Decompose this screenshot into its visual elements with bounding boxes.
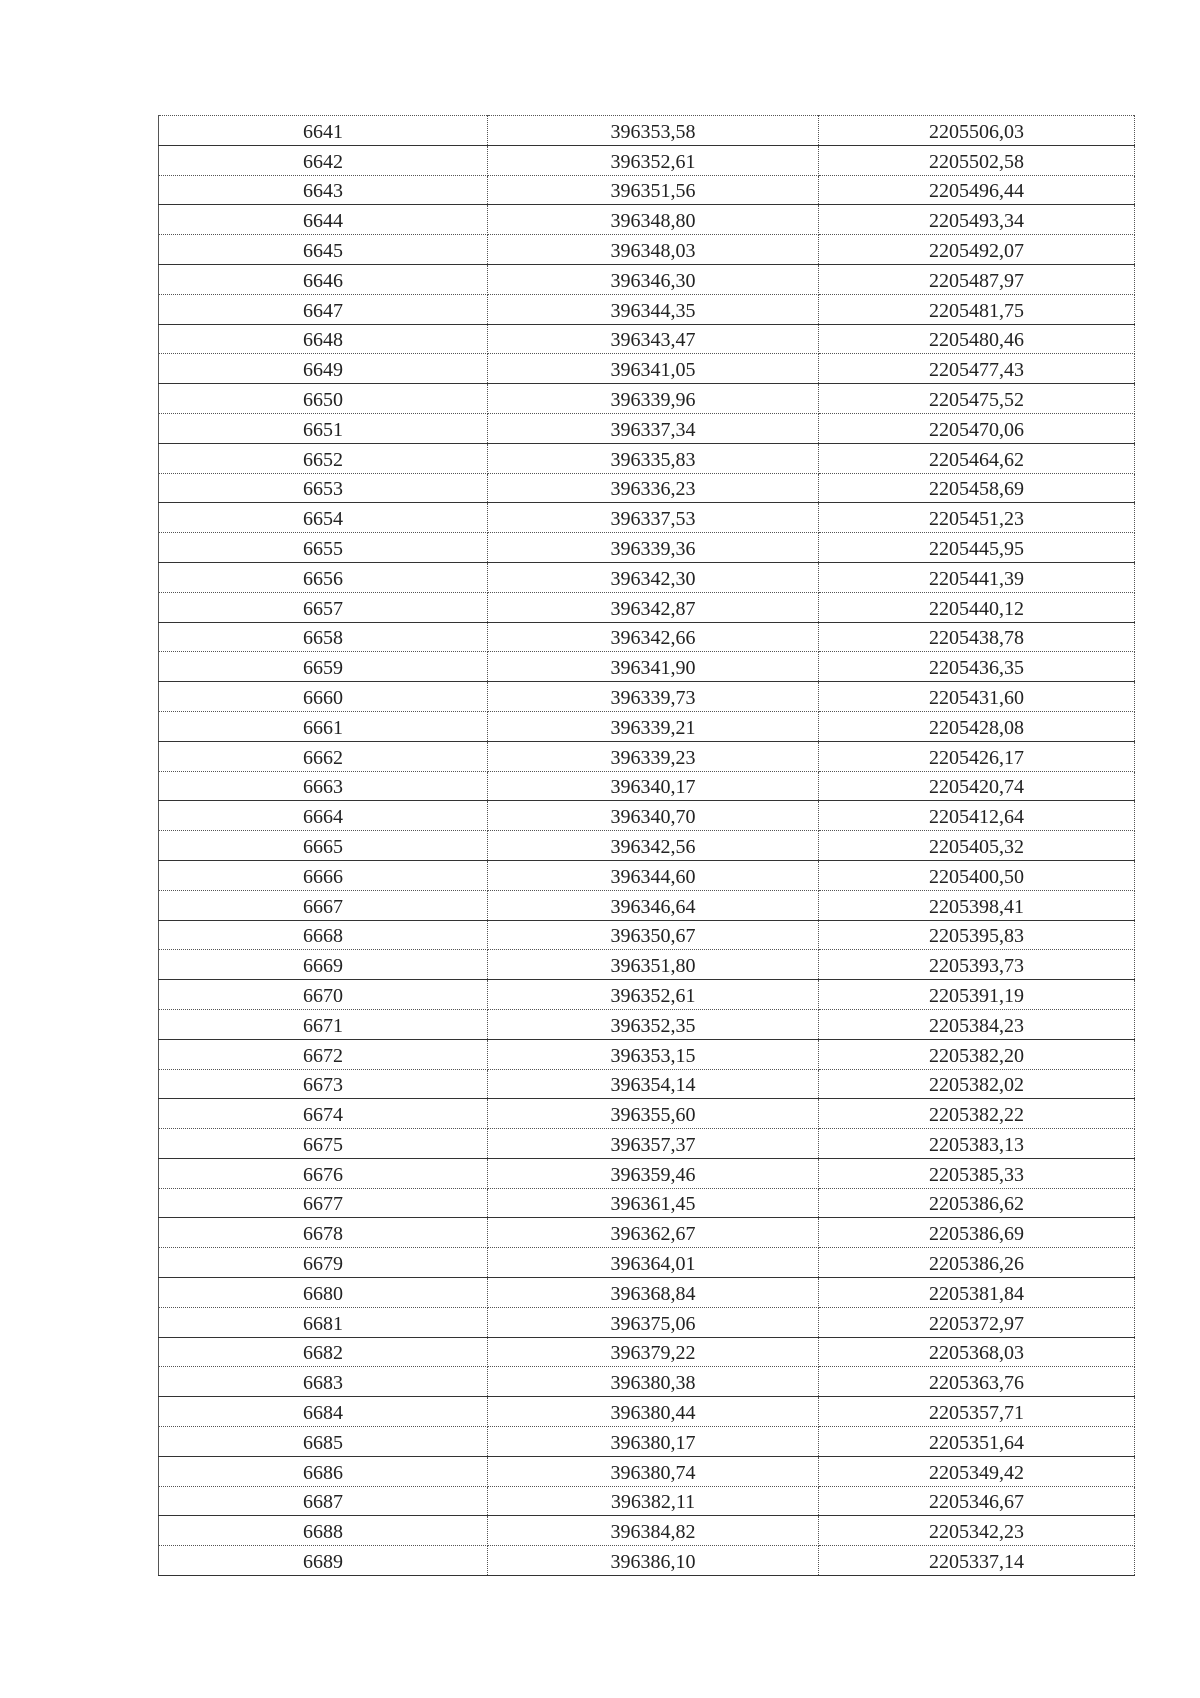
- y-coordinate-cell: 2205382,02: [819, 1069, 1135, 1099]
- table-row: [159, 175, 1135, 205]
- y-coordinate-cell: 2205384,23: [819, 1009, 1135, 1039]
- point-number-cell: 6654: [159, 503, 488, 533]
- x-coordinate-cell: 396339,36: [488, 533, 819, 563]
- y-coordinate-cell: 2205477,43: [819, 354, 1135, 384]
- table-row: [159, 1069, 1135, 1099]
- table-row: [159, 1546, 1135, 1576]
- point-number-cell: 6651: [159, 413, 488, 443]
- x-coordinate-cell: 396348,80: [488, 205, 819, 235]
- x-coordinate-cell: 396375,06: [488, 1307, 819, 1337]
- y-coordinate-cell: 2205395,83: [819, 920, 1135, 950]
- table-row: [159, 890, 1135, 920]
- point-number-cell: 6679: [159, 1248, 488, 1278]
- table-row: [159, 503, 1135, 533]
- table-row: [159, 1337, 1135, 1367]
- y-coordinate-cell: 2205451,23: [819, 503, 1135, 533]
- point-number-cell: 6675: [159, 1129, 488, 1159]
- table-row: [159, 711, 1135, 741]
- y-coordinate-cell: 2205382,20: [819, 1039, 1135, 1069]
- x-coordinate-cell: 396382,11: [488, 1486, 819, 1516]
- x-coordinate-cell: 396386,10: [488, 1546, 819, 1576]
- table-row: [159, 354, 1135, 384]
- table-row: [159, 1456, 1135, 1486]
- x-coordinate-cell: 396342,56: [488, 831, 819, 861]
- point-number-cell: 6681: [159, 1307, 488, 1337]
- y-coordinate-cell: 2205481,75: [819, 294, 1135, 324]
- point-number-cell: 6687: [159, 1486, 488, 1516]
- table-row: [159, 622, 1135, 652]
- point-number-cell: 6666: [159, 860, 488, 890]
- y-coordinate-cell: 2205496,44: [819, 175, 1135, 205]
- x-coordinate-cell: 396342,66: [488, 622, 819, 652]
- point-number-cell: 6656: [159, 562, 488, 592]
- x-coordinate-cell: 396351,80: [488, 950, 819, 980]
- x-coordinate-cell: 396339,96: [488, 384, 819, 414]
- x-coordinate-cell: 396342,87: [488, 592, 819, 622]
- y-coordinate-cell: 2205357,71: [819, 1397, 1135, 1427]
- y-coordinate-cell: 2205381,84: [819, 1278, 1135, 1308]
- table-row: [159, 1397, 1135, 1427]
- point-number-cell: 6672: [159, 1039, 488, 1069]
- x-coordinate-cell: 396380,44: [488, 1397, 819, 1427]
- x-coordinate-cell: 396368,84: [488, 1278, 819, 1308]
- x-coordinate-cell: 396343,47: [488, 324, 819, 354]
- point-number-cell: 6646: [159, 264, 488, 294]
- table-row: [159, 1218, 1135, 1248]
- x-coordinate-cell: 396339,23: [488, 741, 819, 771]
- y-coordinate-cell: 2205436,35: [819, 652, 1135, 682]
- x-coordinate-cell: 396340,17: [488, 771, 819, 801]
- point-number-cell: 6661: [159, 711, 488, 741]
- table-row: [159, 1099, 1135, 1129]
- y-coordinate-cell: 2205342,23: [819, 1516, 1135, 1546]
- point-number-cell: 6671: [159, 1009, 488, 1039]
- table-row: [159, 413, 1135, 443]
- y-coordinate-cell: 2205441,39: [819, 562, 1135, 592]
- table-row: [159, 533, 1135, 563]
- table-row: [159, 116, 1135, 146]
- coordinates-table: [158, 115, 1135, 1576]
- point-number-cell: 6641: [159, 116, 488, 146]
- point-number-cell: 6683: [159, 1367, 488, 1397]
- y-coordinate-cell: 2205346,67: [819, 1486, 1135, 1516]
- y-coordinate-cell: 2205393,73: [819, 950, 1135, 980]
- x-coordinate-cell: 396335,83: [488, 443, 819, 473]
- y-coordinate-cell: 2205480,46: [819, 324, 1135, 354]
- point-number-cell: 6660: [159, 682, 488, 712]
- x-coordinate-cell: 396346,30: [488, 264, 819, 294]
- table-row: [159, 950, 1135, 980]
- table-row: [159, 1278, 1135, 1308]
- x-coordinate-cell: 396336,23: [488, 473, 819, 503]
- table-row: [159, 980, 1135, 1010]
- x-coordinate-cell: 396384,82: [488, 1516, 819, 1546]
- table-row: [159, 1486, 1135, 1516]
- x-coordinate-cell: 396337,53: [488, 503, 819, 533]
- point-number-cell: 6649: [159, 354, 488, 384]
- table-row: [159, 1427, 1135, 1457]
- table-row: [159, 741, 1135, 771]
- point-number-cell: 6657: [159, 592, 488, 622]
- x-coordinate-cell: 396337,34: [488, 413, 819, 443]
- y-coordinate-cell: 2205492,07: [819, 235, 1135, 265]
- point-number-cell: 6673: [159, 1069, 488, 1099]
- x-coordinate-cell: 396359,46: [488, 1158, 819, 1188]
- y-coordinate-cell: 2205440,12: [819, 592, 1135, 622]
- table-row: [159, 1009, 1135, 1039]
- y-coordinate-cell: 2205351,64: [819, 1427, 1135, 1457]
- y-coordinate-cell: 2205398,41: [819, 890, 1135, 920]
- y-coordinate-cell: 2205349,42: [819, 1456, 1135, 1486]
- y-coordinate-cell: 2205502,58: [819, 145, 1135, 175]
- point-number-cell: 6652: [159, 443, 488, 473]
- y-coordinate-cell: 2205391,19: [819, 980, 1135, 1010]
- point-number-cell: 6669: [159, 950, 488, 980]
- point-number-cell: 6655: [159, 533, 488, 563]
- y-coordinate-cell: 2205363,76: [819, 1367, 1135, 1397]
- point-number-cell: 6678: [159, 1218, 488, 1248]
- x-coordinate-cell: 396362,67: [488, 1218, 819, 1248]
- point-number-cell: 6648: [159, 324, 488, 354]
- y-coordinate-cell: 2205372,97: [819, 1307, 1135, 1337]
- table-row: [159, 145, 1135, 175]
- table-row: [159, 682, 1135, 712]
- y-coordinate-cell: 2205412,64: [819, 801, 1135, 831]
- point-number-cell: 6644: [159, 205, 488, 235]
- x-coordinate-cell: 396354,14: [488, 1069, 819, 1099]
- y-coordinate-cell: 2205464,62: [819, 443, 1135, 473]
- x-coordinate-cell: 396344,35: [488, 294, 819, 324]
- point-number-cell: 6662: [159, 741, 488, 771]
- x-coordinate-cell: 396348,03: [488, 235, 819, 265]
- point-number-cell: 6650: [159, 384, 488, 414]
- y-coordinate-cell: 2205475,52: [819, 384, 1135, 414]
- y-coordinate-cell: 2205431,60: [819, 682, 1135, 712]
- point-number-cell: 6668: [159, 920, 488, 950]
- point-number-cell: 6680: [159, 1278, 488, 1308]
- y-coordinate-cell: 2205337,14: [819, 1546, 1135, 1576]
- table-row: [159, 384, 1135, 414]
- table-row: [159, 831, 1135, 861]
- x-coordinate-cell: 396351,56: [488, 175, 819, 205]
- y-coordinate-cell: 2205383,13: [819, 1129, 1135, 1159]
- y-coordinate-cell: 2205428,08: [819, 711, 1135, 741]
- point-number-cell: 6688: [159, 1516, 488, 1546]
- table-row: [159, 592, 1135, 622]
- x-coordinate-cell: 396357,37: [488, 1129, 819, 1159]
- table-row: [159, 1307, 1135, 1337]
- point-number-cell: 6667: [159, 890, 488, 920]
- y-coordinate-cell: 2205386,26: [819, 1248, 1135, 1278]
- table-row: [159, 920, 1135, 950]
- y-coordinate-cell: 2205426,17: [819, 741, 1135, 771]
- coordinates-table-body: [159, 116, 1135, 1576]
- table-row: [159, 562, 1135, 592]
- point-number-cell: 6663: [159, 771, 488, 801]
- y-coordinate-cell: 2205386,69: [819, 1218, 1135, 1248]
- point-number-cell: 6647: [159, 294, 488, 324]
- table-row: [159, 652, 1135, 682]
- x-coordinate-cell: 396352,35: [488, 1009, 819, 1039]
- table-row: [159, 1367, 1135, 1397]
- table-row: [159, 324, 1135, 354]
- table-row: [159, 1248, 1135, 1278]
- table-row: [159, 473, 1135, 503]
- y-coordinate-cell: 2205385,33: [819, 1158, 1135, 1188]
- point-number-cell: 6643: [159, 175, 488, 205]
- point-number-cell: 6689: [159, 1546, 488, 1576]
- x-coordinate-cell: 396352,61: [488, 980, 819, 1010]
- y-coordinate-cell: 2205506,03: [819, 116, 1135, 146]
- table-row: [159, 1188, 1135, 1218]
- table-row: [159, 235, 1135, 265]
- x-coordinate-cell: 396340,70: [488, 801, 819, 831]
- x-coordinate-cell: 396344,60: [488, 860, 819, 890]
- point-number-cell: 6642: [159, 145, 488, 175]
- point-number-cell: 6665: [159, 831, 488, 861]
- y-coordinate-cell: 2205386,62: [819, 1188, 1135, 1218]
- point-number-cell: 6684: [159, 1397, 488, 1427]
- table-row: [159, 1158, 1135, 1188]
- point-number-cell: 6645: [159, 235, 488, 265]
- y-coordinate-cell: 2205493,34: [819, 205, 1135, 235]
- x-coordinate-cell: 396352,61: [488, 145, 819, 175]
- y-coordinate-cell: 2205438,78: [819, 622, 1135, 652]
- x-coordinate-cell: 396339,21: [488, 711, 819, 741]
- x-coordinate-cell: 396364,01: [488, 1248, 819, 1278]
- x-coordinate-cell: 396380,74: [488, 1456, 819, 1486]
- x-coordinate-cell: 396353,58: [488, 116, 819, 146]
- point-number-cell: 6664: [159, 801, 488, 831]
- point-number-cell: 6677: [159, 1188, 488, 1218]
- x-coordinate-cell: 396380,38: [488, 1367, 819, 1397]
- table-row: [159, 771, 1135, 801]
- x-coordinate-cell: 396346,64: [488, 890, 819, 920]
- point-number-cell: 6653: [159, 473, 488, 503]
- table-row: [159, 1039, 1135, 1069]
- point-number-cell: 6676: [159, 1158, 488, 1188]
- x-coordinate-cell: 396361,45: [488, 1188, 819, 1218]
- table-row: [159, 443, 1135, 473]
- x-coordinate-cell: 396353,15: [488, 1039, 819, 1069]
- point-number-cell: 6659: [159, 652, 488, 682]
- y-coordinate-cell: 2205420,74: [819, 771, 1135, 801]
- y-coordinate-cell: 2205382,22: [819, 1099, 1135, 1129]
- table-row: [159, 264, 1135, 294]
- x-coordinate-cell: 396341,90: [488, 652, 819, 682]
- y-coordinate-cell: 2205400,50: [819, 860, 1135, 890]
- y-coordinate-cell: 2205445,95: [819, 533, 1135, 563]
- point-number-cell: 6658: [159, 622, 488, 652]
- point-number-cell: 6674: [159, 1099, 488, 1129]
- y-coordinate-cell: 2205405,32: [819, 831, 1135, 861]
- table-row: [159, 860, 1135, 890]
- y-coordinate-cell: 2205458,69: [819, 473, 1135, 503]
- x-coordinate-cell: 396350,67: [488, 920, 819, 950]
- point-number-cell: 6682: [159, 1337, 488, 1367]
- x-coordinate-cell: 396379,22: [488, 1337, 819, 1367]
- x-coordinate-cell: 396341,05: [488, 354, 819, 384]
- table-row: [159, 801, 1135, 831]
- x-coordinate-cell: 396339,73: [488, 682, 819, 712]
- y-coordinate-cell: 2205470,06: [819, 413, 1135, 443]
- point-number-cell: 6670: [159, 980, 488, 1010]
- table-row: [159, 294, 1135, 324]
- point-number-cell: 6685: [159, 1427, 488, 1457]
- table-row: [159, 205, 1135, 235]
- x-coordinate-cell: 396355,60: [488, 1099, 819, 1129]
- x-coordinate-cell: 396342,30: [488, 562, 819, 592]
- table-row: [159, 1129, 1135, 1159]
- y-coordinate-cell: 2205368,03: [819, 1337, 1135, 1367]
- point-number-cell: 6686: [159, 1456, 488, 1486]
- x-coordinate-cell: 396380,17: [488, 1427, 819, 1457]
- table-row: [159, 1516, 1135, 1546]
- y-coordinate-cell: 2205487,97: [819, 264, 1135, 294]
